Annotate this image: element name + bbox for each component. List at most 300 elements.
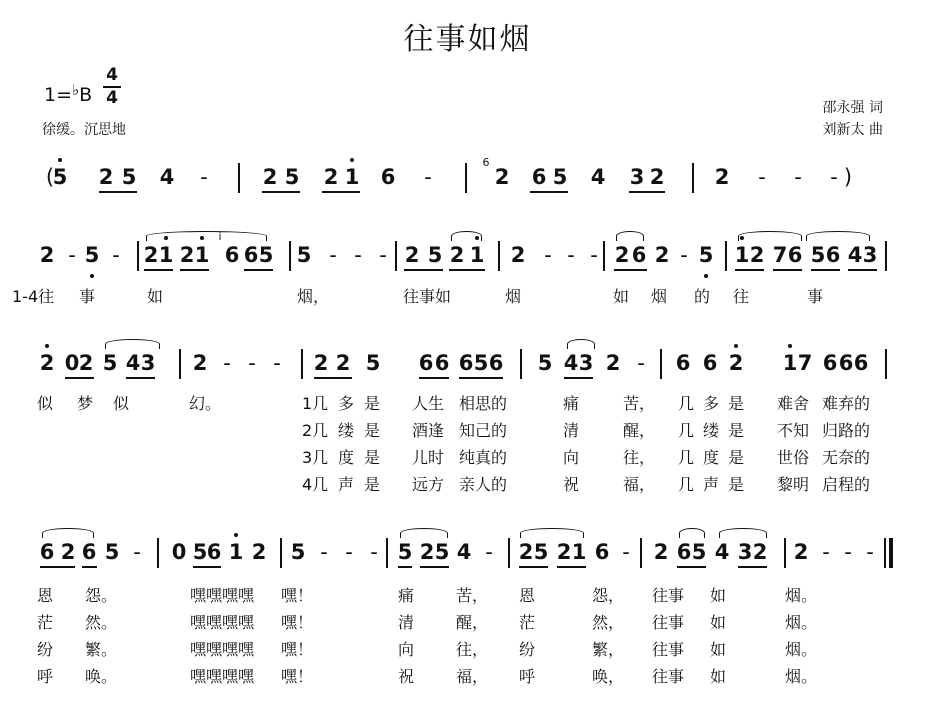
music-line-1	[0, 165, 935, 213]
jianpu-note: 6	[206, 540, 222, 564]
notation-symbol: -	[758, 165, 766, 189]
notation-symbol: -	[590, 243, 598, 267]
lyric-text: 福，	[623, 475, 656, 494]
lyric-text: 祝	[398, 667, 415, 686]
slur	[105, 339, 160, 349]
lyric-text: 怨。	[85, 586, 118, 605]
lyric-text: 无奈的	[822, 448, 871, 467]
jianpu-note: 1	[194, 243, 210, 267]
lyric-text: 嘿！	[281, 640, 314, 659]
grace-note: i	[218, 230, 222, 243]
lyric-text: 度	[338, 448, 355, 467]
beam-underline	[314, 377, 352, 379]
jianpu-note: 6	[224, 243, 240, 267]
jianpu-note: 2	[60, 540, 76, 564]
jianpu-note: 5	[434, 540, 450, 564]
octave-dot-high	[350, 158, 354, 162]
key-signature	[44, 78, 92, 107]
bar-line	[137, 241, 139, 271]
jianpu-note: 2	[728, 351, 744, 375]
lyric-text: 祝	[563, 475, 580, 494]
jianpu-note: 2	[714, 165, 730, 189]
jianpu-note: 4	[125, 351, 141, 375]
jianpu-note: 3	[629, 165, 645, 189]
lyric-text: 茫	[519, 613, 536, 632]
lyric-text: 往事	[652, 640, 685, 659]
octave-dot-high	[58, 158, 62, 162]
lyric-text: 醒，	[456, 613, 489, 632]
notation-symbol: -	[794, 165, 802, 189]
beam-underline	[677, 566, 706, 568]
notation-symbol: -	[830, 165, 838, 189]
lyric-text: 往	[733, 287, 750, 306]
jianpu-note: 5	[533, 540, 549, 564]
jianpu-note: 6	[488, 351, 504, 375]
jianpu-note: 6	[787, 243, 803, 267]
octave-dot-high	[45, 344, 49, 348]
lyric-text: 嘿！	[281, 586, 314, 605]
lyric-text: 然。	[85, 613, 118, 632]
lyric-text: 度	[703, 448, 720, 467]
grace-note: 6	[482, 156, 490, 169]
lyric-text: 烟	[651, 287, 668, 306]
slur	[520, 528, 584, 538]
final-barline-thin	[884, 538, 886, 568]
bar-line	[465, 163, 467, 193]
slur	[451, 231, 482, 241]
jianpu-note: 5	[691, 540, 707, 564]
lyric-text: 是	[364, 475, 381, 494]
lyric-text: 烟。	[785, 586, 818, 605]
music-line-4	[0, 540, 935, 588]
lyric-text: 几	[678, 448, 695, 467]
lyric-text: 4几	[302, 475, 329, 494]
slur	[616, 231, 644, 241]
lyric-text: 往事	[652, 667, 685, 686]
lyric-text: 清	[398, 613, 415, 632]
beam-underline	[180, 269, 209, 271]
lyric-text: 1-4往	[12, 287, 55, 306]
lyric-text: 启程的	[822, 475, 871, 494]
composer-credit: 刘新太 曲	[822, 122, 883, 138]
notation-symbol: -	[273, 351, 281, 375]
jianpu-note: 2	[649, 165, 665, 189]
lyric-text: 梦	[77, 394, 94, 413]
final-barline-thick	[889, 538, 893, 568]
lyric-text: 是	[728, 475, 745, 494]
beam-underline	[735, 269, 764, 271]
notation-symbol: -	[567, 243, 575, 267]
jianpu-note: 2	[793, 540, 809, 564]
lyric-text: 缕	[338, 421, 355, 440]
bar-line	[386, 538, 388, 568]
lyric-text: 不知	[777, 421, 810, 440]
beam-underline	[126, 377, 155, 379]
lyric-text: 烟，	[297, 287, 330, 306]
lyric-text: 声	[703, 475, 720, 494]
bar-line	[301, 349, 303, 379]
lyric-text: 难舍	[777, 394, 810, 413]
lyric-text: 事	[79, 287, 96, 306]
beam-underline	[738, 566, 767, 568]
notation-symbol: -	[844, 540, 852, 564]
notation-symbol: -	[345, 540, 353, 564]
lyric-text: 是	[364, 394, 381, 413]
beam-underline	[811, 269, 840, 271]
notation-symbol: -	[354, 243, 362, 267]
music-line-2	[0, 243, 935, 291]
jianpu-note: 2	[404, 243, 420, 267]
flat-sign: ♭	[72, 81, 80, 99]
lyric-text: 难弃的	[822, 394, 871, 413]
jianpu-note: 5	[397, 540, 413, 564]
jianpu-note: 3	[578, 351, 594, 375]
lyric-text: 痛	[398, 586, 415, 605]
lyric-text: 似	[113, 394, 130, 413]
lyric-text: 多	[703, 394, 720, 413]
jianpu-note: 5	[698, 243, 714, 267]
beam-underline	[398, 566, 412, 568]
bar-line	[660, 349, 662, 379]
bar-line	[238, 163, 240, 193]
beam-underline	[65, 377, 94, 379]
lyric-text: 清	[563, 421, 580, 440]
lyric-text: 如	[147, 287, 164, 306]
jianpu-note: 5	[102, 351, 118, 375]
lyric-text: 3几	[302, 448, 329, 467]
jianpu-note: 5	[365, 351, 381, 375]
jianpu-note: 6	[825, 243, 841, 267]
slur	[146, 231, 267, 241]
beam-underline	[82, 566, 97, 568]
bar-line	[640, 538, 642, 568]
jianpu-note: 6	[39, 540, 55, 564]
jianpu-note: 7	[772, 243, 788, 267]
jianpu-note: 2	[179, 243, 195, 267]
jianpu-note: 5	[192, 540, 208, 564]
jianpu-note: 1	[571, 540, 587, 564]
jianpu-note: 5	[284, 165, 300, 189]
lyricist-credit: 邵永强 词	[822, 100, 883, 116]
lyric-text: 呼	[519, 667, 536, 686]
jianpu-note: 2	[752, 540, 768, 564]
jianpu-note: 2	[313, 351, 329, 375]
jianpu-note: 0	[64, 351, 80, 375]
lyric-text: 往事	[652, 586, 685, 605]
lyric-text: 是	[364, 448, 381, 467]
octave-dot-high	[734, 344, 738, 348]
jianpu-note: 6	[853, 351, 869, 375]
lyric-text: 烟。	[785, 613, 818, 632]
octave-dot-high	[788, 344, 792, 348]
jianpu-note: 6	[418, 351, 434, 375]
lyric-text: 事	[807, 287, 824, 306]
notation-symbol: -	[485, 540, 493, 564]
lyric-text: 醒，	[623, 421, 656, 440]
lyric-text: 幻。	[189, 394, 222, 413]
lyric-text: 茫	[37, 613, 54, 632]
bar-line	[498, 241, 500, 271]
jianpu-note: 2	[749, 243, 765, 267]
jianpu-note: 1	[228, 540, 244, 564]
notation-symbol: -	[866, 540, 874, 564]
bar-line	[603, 241, 605, 271]
beam-underline	[530, 191, 568, 193]
jianpu-note: 5	[552, 165, 568, 189]
jianpu-note: 2	[251, 540, 267, 564]
lyric-text: 似	[37, 394, 54, 413]
beam-underline	[629, 191, 665, 193]
jianpu-note: 6	[822, 351, 838, 375]
jianpu-note: 2	[614, 243, 630, 267]
notation-symbol: -	[200, 165, 208, 189]
notation-symbol: -	[320, 540, 328, 564]
notation-symbol: -	[822, 540, 830, 564]
notation-symbol: -	[133, 540, 141, 564]
lyric-text: 向	[563, 448, 580, 467]
jianpu-note: 2	[98, 165, 114, 189]
beam-underline	[420, 566, 449, 568]
jianpu-note: 1	[158, 243, 174, 267]
jianpu-note: 7	[797, 351, 813, 375]
lyric-text: 往事如	[403, 287, 452, 306]
lyric-text: 往，	[456, 640, 489, 659]
lyric-text: 如	[710, 613, 727, 632]
lyric-text: 是	[728, 448, 745, 467]
beam-underline	[419, 377, 449, 379]
jianpu-note: 6	[838, 351, 854, 375]
jianpu-note: 2	[419, 540, 435, 564]
lyric-text: 远方	[412, 475, 445, 494]
jianpu-note: 2	[654, 243, 670, 267]
lyric-text: 如	[613, 287, 630, 306]
lyric-text: 嘿嘿嘿嘿	[190, 667, 255, 686]
lyric-text: 是	[728, 394, 745, 413]
beam-underline	[404, 269, 443, 271]
jianpu-note: 0	[171, 540, 187, 564]
lyric-text: 如	[710, 586, 727, 605]
jianpu-note: 2	[510, 243, 526, 267]
jianpu-note: 6	[380, 165, 396, 189]
jianpu-note: 2	[449, 243, 465, 267]
lyric-text: 繁，	[592, 640, 625, 659]
jianpu-note: 6	[243, 243, 259, 267]
key-prefix: 1=	[44, 84, 73, 106]
notation-symbol: -	[544, 243, 552, 267]
beam-underline	[449, 269, 485, 271]
slur	[567, 339, 595, 349]
lyric-text: 儿时	[412, 448, 445, 467]
notation-symbol: -	[223, 351, 231, 375]
lyric-text: 亲人的	[459, 475, 508, 494]
jianpu-note: 1	[469, 243, 485, 267]
jianpu-note: 2	[39, 243, 55, 267]
jianpu-note: 2	[143, 243, 159, 267]
jianpu-note: 2	[262, 165, 278, 189]
lyric-text: 苦，	[623, 394, 656, 413]
jianpu-note: 5	[427, 243, 443, 267]
notation-symbol: -	[68, 243, 76, 267]
key-note: B	[79, 84, 93, 106]
lyric-text: 是	[364, 421, 381, 440]
lyric-text: 向	[398, 640, 415, 659]
bar-line	[395, 241, 397, 271]
lyric-text: 福，	[456, 667, 489, 686]
beam-underline	[193, 566, 221, 568]
lyric-text: 几	[678, 421, 695, 440]
jianpu-note: 2	[192, 351, 208, 375]
beam-underline	[564, 377, 593, 379]
jianpu-note: 5	[121, 165, 137, 189]
jianpu-note: 5	[537, 351, 553, 375]
jianpu-note: 3	[737, 540, 753, 564]
jianpu-note: 2	[39, 351, 55, 375]
lyric-text: 唤，	[592, 667, 625, 686]
bar-line	[508, 538, 510, 568]
beam-underline	[557, 566, 586, 568]
lyric-text: 嘿！	[281, 613, 314, 632]
lyric-text: 往事	[652, 613, 685, 632]
jianpu-note: 6	[531, 165, 547, 189]
bar-line	[692, 163, 694, 193]
jianpu-note: 6	[631, 243, 647, 267]
lyric-text: 如	[710, 640, 727, 659]
beam-underline	[40, 566, 75, 568]
notation-symbol: )	[843, 165, 853, 189]
notation-symbol: -	[424, 165, 432, 189]
beam-underline	[773, 269, 802, 271]
jianpu-note: 4	[714, 540, 730, 564]
beam-underline	[464, 377, 503, 379]
lyric-text: 几	[678, 394, 695, 413]
bar-line	[280, 538, 282, 568]
lyric-text: 怨，	[592, 586, 625, 605]
jianpu-note: 6	[434, 351, 450, 375]
lyric-text: 世俗	[777, 448, 810, 467]
lyric-text: 2几	[302, 421, 329, 440]
jianpu-note: 3	[140, 351, 156, 375]
bar-line	[885, 349, 887, 379]
jianpu-note: 2	[78, 351, 94, 375]
beam-underline	[144, 269, 173, 271]
lyric-text: 几	[678, 475, 695, 494]
lyric-text: 唤。	[85, 667, 118, 686]
notation-symbol: -	[329, 243, 337, 267]
lyric-text: 嘿！	[281, 667, 314, 686]
lyric-text: 多	[338, 394, 355, 413]
bar-line	[885, 241, 887, 271]
music-line-3	[0, 351, 935, 399]
bar-line	[725, 241, 727, 271]
time-signature-bottom: 4	[106, 88, 118, 108]
bar-line	[289, 241, 291, 271]
jianpu-note: 4	[847, 243, 863, 267]
lyric-text: 繁。	[85, 640, 118, 659]
time-signature-top: 4	[106, 65, 118, 85]
beam-underline	[262, 191, 300, 193]
time-signature	[103, 66, 121, 108]
jianpu-note: 2	[556, 540, 572, 564]
jianpu-note: 5	[290, 540, 306, 564]
lyric-text: 纷	[519, 640, 536, 659]
lyric-text: 酒逢	[412, 421, 445, 440]
lyric-text: 嘿嘿嘿嘿	[190, 613, 255, 632]
octave-dot-low	[704, 274, 708, 278]
jianpu-note: 2	[494, 165, 510, 189]
jianpu-note: 2	[518, 540, 534, 564]
octave-dot-high	[234, 533, 238, 537]
jianpu-note: 5	[296, 243, 312, 267]
bar-line	[784, 538, 786, 568]
jianpu-note: 5	[104, 540, 120, 564]
notation-symbol: -	[680, 243, 688, 267]
jianpu-note: 4	[456, 540, 472, 564]
lyric-text: 痛	[563, 394, 580, 413]
slur	[400, 528, 448, 538]
jianpu-note: 4	[590, 165, 606, 189]
jianpu-note: 5	[84, 243, 100, 267]
notation-symbol: (	[45, 165, 55, 189]
lyric-text: 苦，	[456, 586, 489, 605]
jianpu-note: 6	[675, 351, 691, 375]
lyric-text: 恩	[37, 586, 54, 605]
notation-symbol: -	[370, 540, 378, 564]
jianpu-note: 3	[862, 243, 878, 267]
lyric-text: 黎明	[777, 475, 810, 494]
lyric-text: 恩	[519, 586, 536, 605]
slur	[42, 528, 94, 538]
beam-underline	[244, 269, 273, 271]
jianpu-note: 4	[563, 351, 579, 375]
jianpu-note: 1	[734, 243, 750, 267]
bar-line	[179, 349, 181, 379]
notation-symbol: -	[112, 243, 120, 267]
jianpu-note: 2	[323, 165, 339, 189]
jianpu-note: 6	[81, 540, 97, 564]
jianpu-note: 2	[335, 351, 351, 375]
jianpu-note: 1	[782, 351, 798, 375]
notation-symbol: -	[622, 540, 630, 564]
beam-underline	[99, 191, 137, 193]
lyric-text: 归路的	[822, 421, 871, 440]
lyric-text: 烟。	[785, 640, 818, 659]
lyric-text: 嘿嘿嘿嘿	[190, 586, 255, 605]
lyric-text: 呼	[37, 667, 54, 686]
lyric-text: 是	[728, 421, 745, 440]
jianpu-note: 5	[810, 243, 826, 267]
tempo-marking: 徐缓。沉思地	[42, 122, 126, 138]
lyric-text: 缕	[703, 421, 720, 440]
beam-underline	[614, 269, 647, 271]
slur	[738, 231, 802, 241]
jianpu-note: 6	[702, 351, 718, 375]
song-title: 往事如烟	[403, 22, 532, 57]
jianpu-note: 5	[473, 351, 489, 375]
jianpu-note: 6	[458, 351, 474, 375]
lyric-text: 烟。	[785, 667, 818, 686]
lyric-text: 纷	[37, 640, 54, 659]
lyric-text: 纯真的	[459, 448, 508, 467]
jianpu-note: 6	[676, 540, 692, 564]
jianpu-note: 1	[344, 165, 360, 189]
lyric-text: 人生	[412, 394, 445, 413]
lyric-text: 嘿嘿嘿嘿	[190, 640, 255, 659]
jianpu-note: 5	[258, 243, 274, 267]
lyric-text: 1几	[302, 394, 329, 413]
jianpu-note: 2	[605, 351, 621, 375]
beam-underline	[322, 191, 360, 193]
slur	[806, 231, 870, 241]
